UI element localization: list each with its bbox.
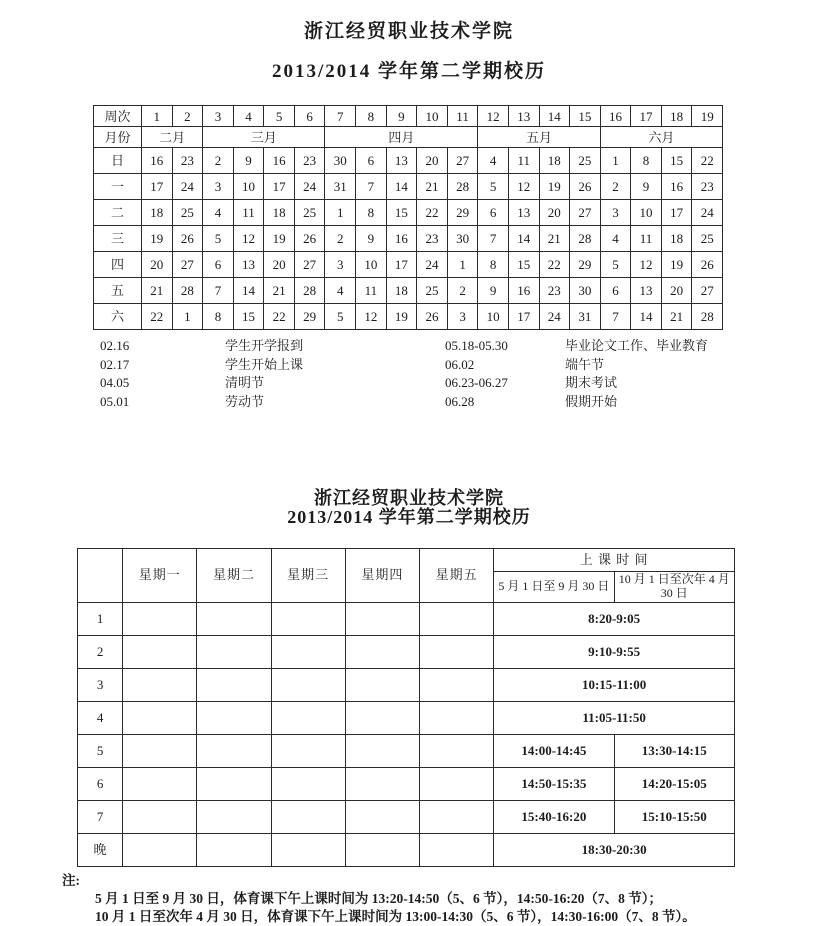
schedule-empty-cell (271, 702, 345, 735)
calendar-date-cell: 8 (631, 148, 662, 174)
schedule-title-block (0, 489, 818, 527)
schedule-empty-cell (345, 768, 419, 801)
schedule-day-header: 星期一 (123, 549, 197, 603)
schedule-empty-cell (420, 603, 494, 636)
schedule-day-header: 星期二 (197, 549, 271, 603)
calendar-date-cell: 7 (203, 278, 234, 304)
calendar-date-cell: 6 (478, 200, 509, 226)
schedule-period-label: 6 (78, 768, 123, 801)
calendar-date-cell: 12 (508, 174, 539, 200)
schedule-period-label: 3 (78, 669, 123, 702)
calendar-week-number: 15 (570, 106, 601, 127)
calendar-date-cell: 26 (570, 174, 601, 200)
calendar-date-cell: 25 (570, 148, 601, 174)
calendar-month-cell: 五月 (478, 127, 600, 148)
calendar-date-cell: 10 (631, 200, 662, 226)
schedule-empty-cell (197, 801, 271, 834)
calendar-date-cell: 12 (233, 226, 264, 252)
calendar-date-cell: 18 (661, 226, 692, 252)
calendar-week-number: 6 (294, 106, 325, 127)
schedule-time-subheader-winter: 10 月 1 日至次年 4 月 30 日 (614, 572, 734, 603)
event-date: 02.16 (100, 338, 130, 353)
calendar-date-cell: 6 (356, 148, 387, 174)
calendar-date-cell: 3 (447, 304, 478, 330)
calendar-date-cell: 15 (386, 200, 417, 226)
calendar-date-cell: 15 (661, 148, 692, 174)
calendar-date-cell: 26 (692, 252, 723, 278)
calendar-date-cell: 13 (508, 200, 539, 226)
calendar-date-cell: 10 (478, 304, 509, 330)
calendar-week-number: 3 (203, 106, 234, 127)
calendar-date-cell: 10 (233, 174, 264, 200)
calendar-date-cell: 25 (294, 200, 325, 226)
calendar-date-cell: 12 (631, 252, 662, 278)
calendar-week-number: 11 (447, 106, 478, 127)
calendar-week-number: 17 (631, 106, 662, 127)
schedule-empty-cell (271, 801, 345, 834)
calendar-date-cell: 18 (539, 148, 570, 174)
calendar-date-cell: 13 (386, 148, 417, 174)
schedule-time-cell: 10:15-11:00 (494, 669, 735, 702)
schedule-empty-cell (123, 636, 197, 669)
calendar-date-cell: 6 (203, 252, 234, 278)
calendar-date-cell: 12 (356, 304, 387, 330)
calendar-date-cell: 9 (356, 226, 387, 252)
calendar-date-cell: 18 (386, 278, 417, 304)
calendar-date-cell: 23 (417, 226, 448, 252)
calendar-date-cell: 26 (172, 226, 203, 252)
calendar-date-cell: 30 (325, 148, 356, 174)
calendar-date-cell: 17 (508, 304, 539, 330)
calendar-date-cell: 7 (356, 174, 387, 200)
schedule-day-header: 星期三 (271, 549, 345, 603)
calendar-date-cell: 20 (417, 148, 448, 174)
calendar-date-cell: 11 (356, 278, 387, 304)
calendar-date-cell: 23 (172, 148, 203, 174)
calendar-date-cell: 17 (386, 252, 417, 278)
calendar-date-cell: 18 (142, 200, 173, 226)
calendar-date-cell: 17 (142, 174, 173, 200)
calendar-week-number: 4 (233, 106, 264, 127)
schedule-time-subheader-summer: 5 月 1 日至 9 月 30 日 (494, 572, 614, 603)
calendar-date-cell: 2 (447, 278, 478, 304)
calendar-date-cell: 20 (142, 252, 173, 278)
calendar-date-cell: 19 (661, 252, 692, 278)
schedule-period-label: 7 (78, 801, 123, 834)
event-row (100, 374, 818, 393)
calendar-date-cell: 8 (478, 252, 509, 278)
calendar-date-cell: 21 (264, 278, 295, 304)
calendar-week-number: 7 (325, 106, 356, 127)
calendar-date-cell: 2 (600, 174, 631, 200)
event-row (100, 356, 818, 375)
schedule-time-cell-summer: 14:50-15:35 (494, 768, 614, 801)
calendar-date-cell: 16 (142, 148, 173, 174)
schedule-empty-cell (345, 669, 419, 702)
schedule-period-label: 5 (78, 735, 123, 768)
schedule-time-header: 上 课 时 间 (494, 549, 735, 572)
schedule-day-header: 星期五 (420, 549, 494, 603)
schedule-empty-cell (123, 603, 197, 636)
calendar-month-cell: 三月 (203, 127, 325, 148)
schedule-empty-cell (123, 735, 197, 768)
event-row (100, 337, 818, 356)
schedule-day-header: 星期四 (345, 549, 419, 603)
calendar-date-cell: 20 (264, 252, 295, 278)
calendar-date-cell: 3 (325, 252, 356, 278)
calendar-date-cell: 4 (203, 200, 234, 226)
event-desc: 端午节 (565, 356, 605, 372)
event-row (100, 393, 818, 412)
schedule-empty-cell (420, 834, 494, 867)
schedule-time-cell: 9:10-9:55 (494, 636, 735, 669)
calendar-date-cell: 25 (417, 278, 448, 304)
calendar-date-cell: 10 (356, 252, 387, 278)
schedule-empty-cell (420, 636, 494, 669)
calendar-date-cell: 21 (417, 174, 448, 200)
calendar-weekday-label: 三 (94, 226, 142, 252)
calendar-date-cell: 30 (447, 226, 478, 252)
calendar-date-cell: 2 (325, 226, 356, 252)
calendar-date-cell: 7 (478, 226, 509, 252)
event-desc: 假期开始 (565, 393, 618, 409)
event-date: 06.02 (445, 356, 475, 372)
schedule-empty-cell (197, 603, 271, 636)
calendar-month-cell: 四月 (325, 127, 478, 148)
calendar-date-cell: 4 (478, 148, 509, 174)
calendar-date-cell: 29 (294, 304, 325, 330)
event-desc: 期末考试 (565, 375, 618, 390)
schedule-time-cell: 18:30-20:30 (494, 834, 735, 867)
calendar-date-cell: 19 (264, 226, 295, 252)
schedule-table (77, 548, 735, 867)
schedule-empty-cell (197, 834, 271, 867)
calendar-week-number: 2 (172, 106, 203, 127)
schedule-time-cell-summer: 15:40-16:20 (494, 801, 614, 834)
calendar-date-cell: 3 (203, 174, 234, 200)
schedule-subtitle: 2013/2014 学年第二学期校历 (287, 507, 531, 527)
calendar-week-number: 12 (478, 106, 509, 127)
schedule-corner-cell (78, 549, 123, 603)
schedule-title: 浙江经贸职业技术学院 (314, 488, 504, 508)
schedule-empty-cell (271, 636, 345, 669)
calendar-date-cell: 13 (631, 278, 662, 304)
calendar-date-cell: 11 (508, 148, 539, 174)
calendar-date-cell: 25 (692, 226, 723, 252)
calendar-date-cell: 14 (508, 226, 539, 252)
calendar-date-cell: 22 (692, 148, 723, 174)
calendar-weekday-label: 二 (94, 200, 142, 226)
calendar-date-cell: 27 (294, 252, 325, 278)
calendar-date-cell: 23 (539, 278, 570, 304)
calendar-table (93, 105, 723, 330)
schedule-period-label: 1 (78, 603, 123, 636)
event-desc: 劳动节 (225, 393, 265, 409)
calendar-week-number: 9 (386, 106, 417, 127)
calendar-date-cell: 23 (294, 148, 325, 174)
schedule-empty-cell (420, 768, 494, 801)
calendar-date-cell: 3 (600, 200, 631, 226)
calendar-date-cell: 16 (661, 174, 692, 200)
calendar-date-cell: 11 (631, 226, 662, 252)
schedule-empty-cell (345, 735, 419, 768)
calendar-date-cell: 1 (172, 304, 203, 330)
calendar-date-cell: 5 (600, 252, 631, 278)
calendar-date-cell: 24 (539, 304, 570, 330)
calendar-date-cell: 19 (386, 304, 417, 330)
calendar-date-cell: 9 (233, 148, 264, 174)
schedule-empty-cell (420, 735, 494, 768)
calendar-date-cell: 20 (661, 278, 692, 304)
event-desc: 清明节 (225, 375, 265, 390)
calendar-week-number: 13 (508, 106, 539, 127)
schedule-period-label: 4 (78, 702, 123, 735)
calendar-date-cell: 16 (386, 226, 417, 252)
schedule-time-cell-winter: 13:30-14:15 (614, 735, 734, 768)
calendar-date-cell: 1 (600, 148, 631, 174)
calendar-date-cell: 2 (203, 148, 234, 174)
schedule-empty-cell (197, 702, 271, 735)
calendar-date-cell: 31 (325, 174, 356, 200)
calendar-date-cell: 31 (570, 304, 601, 330)
event-date: 05.01 (100, 393, 130, 409)
schedule-empty-cell (197, 636, 271, 669)
calendar-weekday-label: 六 (94, 304, 142, 330)
schedule-empty-cell (271, 603, 345, 636)
calendar-weekday-label: 四 (94, 252, 142, 278)
calendar-date-cell: 14 (631, 304, 662, 330)
calendar-week-number: 1 (142, 106, 173, 127)
event-date: 06.23-06.27 (445, 375, 508, 390)
calendar-date-cell: 19 (539, 174, 570, 200)
schedule-time-cell: 8:20-9:05 (494, 603, 735, 636)
schedule-empty-cell (345, 834, 419, 867)
schedule-time-cell-summer: 14:00-14:45 (494, 735, 614, 768)
calendar-date-cell: 21 (142, 278, 173, 304)
footnote-label: 注: (62, 873, 80, 888)
schedule-empty-cell (123, 768, 197, 801)
event-date: 02.17 (100, 356, 130, 372)
footnote-line-winter: 10 月 1 日至次年 4 月 30 日，体育课下午上课时间为 13:00-14:30（5、6 节），14:30-16:00（7、8 节）。 (95, 909, 696, 924)
calendar-week-number: 10 (417, 106, 448, 127)
calendar-date-cell: 24 (172, 174, 203, 200)
calendar-date-cell: 4 (325, 278, 356, 304)
calendar-date-cell: 28 (294, 278, 325, 304)
calendar-month-row-label: 月份 (94, 127, 142, 148)
calendar-date-cell: 5 (325, 304, 356, 330)
calendar-week-number: 5 (264, 106, 295, 127)
calendar-date-cell: 21 (661, 304, 692, 330)
schedule-time-cell-winter: 14:20-15:05 (614, 768, 734, 801)
calendar-week-number: 18 (661, 106, 692, 127)
calendar-date-cell: 22 (539, 252, 570, 278)
calendar-date-cell: 28 (692, 304, 723, 330)
schedule-empty-cell (345, 702, 419, 735)
calendar-date-cell: 27 (570, 200, 601, 226)
schedule-period-label: 2 (78, 636, 123, 669)
calendar-date-cell: 9 (631, 174, 662, 200)
calendar-week-number: 14 (539, 106, 570, 127)
calendar-date-cell: 15 (233, 304, 264, 330)
calendar-date-cell: 25 (172, 200, 203, 226)
calendar-date-cell: 9 (478, 278, 509, 304)
schedule-empty-cell (123, 669, 197, 702)
schedule-empty-cell (345, 801, 419, 834)
schedule-empty-cell (420, 801, 494, 834)
calendar-week-row-label: 周次 (94, 106, 142, 127)
calendar-month-cell: 二月 (142, 127, 203, 148)
calendar-date-cell: 21 (539, 226, 570, 252)
calendar-date-cell: 26 (417, 304, 448, 330)
schedule-time-cell-winter: 15:10-15:50 (614, 801, 734, 834)
calendar-title: 浙江经贸职业技术学院 (303, 21, 514, 42)
schedule-empty-cell (123, 702, 197, 735)
schedule-empty-cell (420, 669, 494, 702)
schedule-empty-cell (197, 768, 271, 801)
calendar-date-cell: 17 (264, 174, 295, 200)
event-desc: 学生开学报到 (225, 338, 304, 353)
calendar-week-number: 19 (692, 106, 723, 127)
schedule-empty-cell (123, 801, 197, 834)
calendar-date-cell: 14 (233, 278, 264, 304)
events-list (100, 337, 818, 411)
calendar-date-cell: 28 (570, 226, 601, 252)
calendar-date-cell: 27 (172, 252, 203, 278)
event-date: 05.18-05.30 (445, 338, 508, 353)
calendar-weekday-label: 一 (94, 174, 142, 200)
calendar-date-cell: 8 (203, 304, 234, 330)
calendar-date-cell: 5 (478, 174, 509, 200)
calendar-date-cell: 24 (692, 200, 723, 226)
calendar-date-cell: 15 (508, 252, 539, 278)
calendar-date-cell: 16 (508, 278, 539, 304)
calendar-date-cell: 27 (692, 278, 723, 304)
calendar-date-cell: 29 (570, 252, 601, 278)
calendar-date-cell: 20 (539, 200, 570, 226)
calendar-weekday-label: 五 (94, 278, 142, 304)
calendar-subtitle: 2013/2014 学年第二学期校历 (271, 61, 547, 82)
calendar-date-cell: 29 (447, 200, 478, 226)
calendar-date-cell: 22 (142, 304, 173, 330)
calendar-weekday-label: 日 (94, 148, 142, 174)
schedule-empty-cell (345, 603, 419, 636)
calendar-date-cell: 14 (386, 174, 417, 200)
calendar-date-cell: 17 (661, 200, 692, 226)
calendar-date-cell: 26 (294, 226, 325, 252)
calendar-date-cell: 5 (203, 226, 234, 252)
calendar-date-cell: 22 (264, 304, 295, 330)
calendar-date-cell: 8 (356, 200, 387, 226)
calendar-month-cell: 六月 (600, 127, 722, 148)
schedule-empty-cell (345, 636, 419, 669)
calendar-date-cell: 24 (417, 252, 448, 278)
calendar-date-cell: 28 (172, 278, 203, 304)
schedule-empty-cell (271, 735, 345, 768)
footnotes (62, 872, 818, 926)
schedule-period-label: 晚 (78, 834, 123, 867)
schedule-empty-cell (197, 669, 271, 702)
footnote-line-summer: 5 月 1 日至 9 月 30 日，体育课下午上课时间为 13:20-14:50（5、6 节），14:50-16:20（7、8 节）； (95, 891, 662, 906)
calendar-date-cell: 1 (447, 252, 478, 278)
calendar-date-cell: 7 (600, 304, 631, 330)
calendar-date-cell: 1 (325, 200, 356, 226)
calendar-date-cell: 23 (692, 174, 723, 200)
event-date: 04.05 (100, 375, 130, 390)
schedule-empty-cell (123, 834, 197, 867)
calendar-date-cell: 27 (447, 148, 478, 174)
schedule-empty-cell (197, 735, 271, 768)
schedule-empty-cell (271, 669, 345, 702)
schedule-empty-cell (271, 768, 345, 801)
calendar-date-cell: 24 (294, 174, 325, 200)
event-desc: 学生开始上课 (225, 356, 304, 372)
schedule-empty-cell (271, 834, 345, 867)
calendar-date-cell: 13 (233, 252, 264, 278)
calendar-date-cell: 11 (233, 200, 264, 226)
schedule-empty-cell (420, 702, 494, 735)
event-date: 06.28 (445, 393, 475, 409)
calendar-week-number: 8 (356, 106, 387, 127)
event-desc: 毕业论文工作、毕业教育 (565, 338, 709, 353)
calendar-date-cell: 16 (264, 148, 295, 174)
calendar-date-cell: 19 (142, 226, 173, 252)
schedule-time-cell: 11:05-11:50 (494, 702, 735, 735)
calendar-date-cell: 18 (264, 200, 295, 226)
calendar-date-cell: 30 (570, 278, 601, 304)
calendar-date-cell: 6 (600, 278, 631, 304)
calendar-date-cell: 22 (417, 200, 448, 226)
calendar-week-number: 16 (600, 106, 631, 127)
calendar-date-cell: 28 (447, 174, 478, 200)
calendar-date-cell: 4 (600, 226, 631, 252)
